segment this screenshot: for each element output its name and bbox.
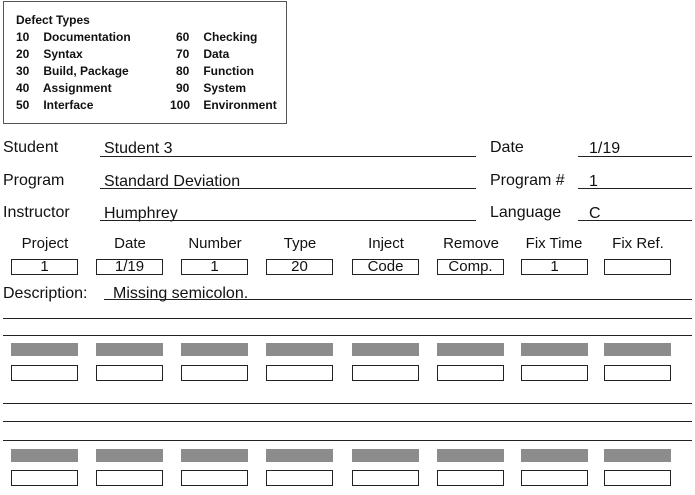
entry2-header-bar	[437, 343, 504, 356]
entry3-date-box[interactable]	[96, 470, 163, 486]
description-line-3	[3, 335, 692, 336]
entry3-type-box[interactable]	[266, 470, 333, 486]
entry3-inject-box[interactable]	[352, 470, 419, 486]
entry1-date-box[interactable]: 1/19	[96, 259, 163, 275]
description-line-1	[104, 299, 692, 300]
entry3-header-bar	[604, 449, 671, 462]
entry1-project-box[interactable]: 1	[11, 259, 78, 275]
entry1-fix-ref-box[interactable]	[604, 259, 671, 275]
column-header-number: Number	[188, 235, 242, 252]
entry3-header-bar	[437, 449, 504, 462]
entry3-header-bar	[11, 449, 78, 462]
defect-types-legend	[3, 1, 287, 124]
column-header-project: Project	[21, 235, 69, 252]
student-value[interactable]: Student 3	[104, 140, 173, 157]
entry2-header-bar	[604, 343, 671, 356]
entry3-project-box[interactable]	[11, 470, 78, 486]
entry3-fix-time-box[interactable]	[521, 470, 588, 486]
entry2-header-bar	[11, 343, 78, 356]
entry2-remove-box[interactable]	[437, 365, 504, 381]
entry2-project-box[interactable]	[11, 365, 78, 381]
legend-item: 20 Syntax	[16, 47, 83, 61]
entry3-header-bar	[521, 449, 588, 462]
entry2-fix-time-box[interactable]	[521, 365, 588, 381]
entry3-header-bar	[96, 449, 163, 462]
entry1-remove-box[interactable]: Comp.	[437, 259, 504, 275]
entry1-inject-box[interactable]: Code	[352, 259, 419, 275]
column-header-inject: Inject	[368, 235, 404, 252]
entry2-header-bar	[181, 343, 248, 356]
entry2-description-line-1	[3, 403, 692, 404]
entry1-type-box[interactable]: 20	[266, 259, 333, 275]
entry3-header-bar	[352, 449, 419, 462]
legend-item: 30 Build, Package	[16, 64, 129, 78]
entry3-remove-box[interactable]	[437, 470, 504, 486]
entry1-number-box[interactable]: 1	[181, 259, 248, 275]
description-line-2	[3, 318, 692, 319]
program-underline	[100, 188, 476, 189]
entry2-description-line-3	[3, 440, 692, 441]
entry3-number-box[interactable]	[181, 470, 248, 486]
program-value[interactable]: Standard Deviation	[104, 173, 241, 190]
column-header-type: Type	[283, 235, 317, 252]
legend-item: 50 Interface	[16, 98, 94, 112]
date-value[interactable]: 1/19	[589, 140, 621, 157]
column-header-fix-time: Fix Time	[525, 235, 583, 252]
entry2-date-box[interactable]	[96, 365, 163, 381]
language-underline	[578, 220, 692, 221]
column-header-fix-ref: Fix Ref.	[612, 235, 664, 252]
legend-item: 10 Documentation	[16, 30, 131, 44]
program-number-underline	[578, 188, 692, 189]
description-value[interactable]: Missing semicolon.	[113, 285, 249, 302]
legend-title: Defect Types	[16, 13, 90, 27]
entry2-header-bar	[96, 343, 163, 356]
program-number-value[interactable]: 1	[589, 173, 598, 190]
program-label: Program	[3, 172, 65, 189]
instructor-label: Instructor	[3, 204, 70, 221]
instructor-underline	[100, 220, 476, 221]
student-underline	[100, 156, 476, 157]
entry3-fix-ref-box[interactable]	[604, 470, 671, 486]
instructor-value[interactable]: Humphrey	[104, 205, 178, 222]
legend-item: 40 Assignment	[16, 81, 112, 95]
date-underline	[578, 156, 692, 157]
language-label: Language	[490, 204, 562, 221]
entry2-header-bar	[352, 343, 419, 356]
date-label: Date	[490, 139, 524, 156]
program-number-label: Program #	[490, 172, 565, 189]
entry1-fix-time-box[interactable]: 1	[521, 259, 588, 275]
entry2-header-bar	[266, 343, 333, 356]
entry3-header-bar	[181, 449, 248, 462]
legend-item: 90 System	[176, 81, 247, 95]
student-label: Student	[3, 139, 59, 156]
legend-item: 70 Data	[176, 47, 230, 61]
language-value[interactable]: C	[589, 205, 601, 222]
entry2-fix-ref-box[interactable]	[604, 365, 671, 381]
column-header-remove: Remove	[443, 235, 499, 252]
column-header-date: Date	[114, 235, 146, 252]
legend-item: 60 Checking	[176, 30, 258, 44]
entry2-header-bar	[521, 343, 588, 356]
legend-item: 100 Environment	[170, 98, 277, 112]
entry2-number-box[interactable]	[181, 365, 248, 381]
entry3-header-bar	[266, 449, 333, 462]
entry2-inject-box[interactable]	[352, 365, 419, 381]
description-label: Description:	[3, 285, 88, 302]
entry2-type-box[interactable]	[266, 365, 333, 381]
legend-item: 80 Function	[176, 64, 254, 78]
entry2-description-line-2	[3, 421, 692, 422]
